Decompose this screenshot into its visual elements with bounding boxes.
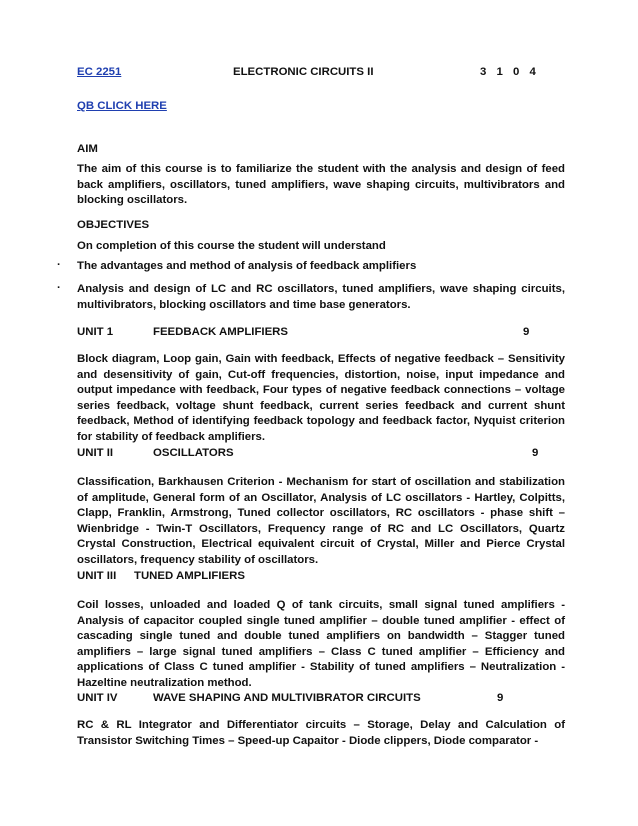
course-title: ELECTRONIC CIRCUITS II	[233, 66, 374, 78]
unit-heading	[77, 326, 565, 342]
unit-heading	[77, 570, 565, 586]
unit-hours: 9	[532, 447, 539, 459]
aim-heading: AIM	[77, 143, 98, 155]
unit-description: Coil losses, unloaded and loaded Q of tank circuits, small signal tuned amplifiers - Analysis of capacitor coupled single tuned amplifier – double tuned amplifier - effect of cascading single tuned and double tuned amplifiers on bandwidth – Stagger tuned amplifiers – large signal tuned amplifiers – Class C tuned amplifier – Efficiency and applications of Class C tuned amplifier - Stability of tuned amplifiers – Neutralization - Hazeltine neutralization method.	[77, 599, 565, 689]
unit-title: FEEDBACK AMPLIFIERS	[153, 326, 289, 338]
unit-description: Classification, Barkhausen Criterion - Mechanism for start of oscillation and stabilization of amplitude, General form of an Oscillator, Analysis of LC oscillators - Hartley, Colpitts, Clapp, Franklin, Armstrong, Tuned collector oscillators, RC oscillators - phase shift – Wienbridge - Twin-T Oscillators, Frequency range of RC and LC Oscillators, Quartz Crystal Construction, Electrical equivalent circuit of Crystal, Miller and Pierce Crystal oscillators, frequency stability of oscillators.	[77, 476, 565, 566]
unit-description: Block diagram, Loop gain, Gain with feedback, Effects of negative feedback – Sensitivity and desensitivity of gain, Cut-off frequencies, distortion, noise, input impedance and output impedance with feedback, Four types of negative feedback connections – voltage series feedback, voltage shunt feedback, current series feedback and current shunt feedback, Method of identifying feedback topology and feedback factor, Nyquist criterion for stability of feedback amplifiers.	[77, 353, 565, 443]
unit-label: UNIT III	[77, 570, 117, 582]
objectives-heading: OBJECTIVES	[77, 219, 150, 231]
qb-link[interactable]: QB CLICK HERE	[77, 100, 167, 112]
unit-description: RC & RL Integrator and Differentiator circuits – Storage, Delay and Calculation of Transistor Switching Times – Speed-up Capaitor - Diode clippers, Diode comparator -	[77, 719, 565, 747]
unit-title: OSCILLATORS	[153, 447, 234, 459]
unit-heading	[77, 447, 565, 463]
bullet-marker: ·	[57, 282, 61, 294]
course-code-link[interactable]: EC 2251	[77, 66, 122, 78]
objective-item: Analysis and design of LC and RC oscillators, tuned amplifiers, wave shaping circuits, multivibrators, blocking oscillators and time base generators.	[77, 283, 565, 311]
objectives-intro: On completion of this course the student will understand	[77, 240, 386, 252]
unit-heading	[77, 692, 565, 708]
unit-label: UNIT 1	[77, 326, 114, 338]
objective-item: The advantages and method of analysis of feedback amplifiers	[77, 260, 417, 272]
unit-hours: 9	[523, 326, 530, 338]
unit-title: WAVE SHAPING AND MULTIVIBRATOR CIRCUITS	[153, 692, 421, 704]
unit-label: UNIT IV	[77, 692, 118, 704]
aim-text: The aim of this course is to familiarize the student with the analysis and design of feed back amplifiers, oscillators, tuned amplifiers, wave shaping circuits, multivibrators and blocking oscillators.	[77, 163, 565, 207]
unit-label: UNIT II	[77, 447, 114, 459]
unit-title: TUNED AMPLIFIERS	[134, 570, 245, 582]
course-header	[77, 66, 565, 84]
bullet-marker: ·	[57, 259, 61, 271]
unit-hours: 9	[497, 692, 504, 704]
course-credits: 3 1 0 4	[480, 66, 540, 78]
